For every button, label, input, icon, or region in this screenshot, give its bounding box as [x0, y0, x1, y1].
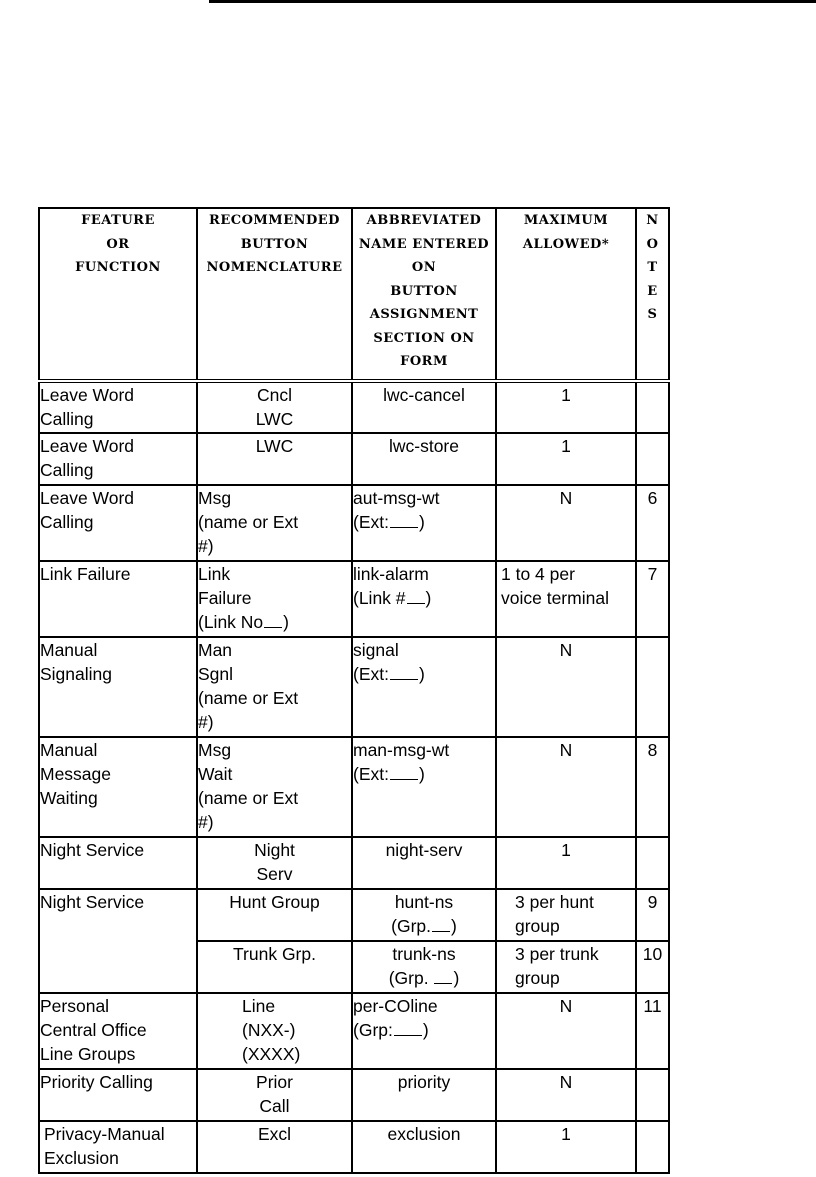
button-cell: Msg (name or Ext #): [197, 485, 352, 561]
note-cell: [636, 433, 669, 485]
fill-in-blank: [390, 765, 418, 780]
note-cell: 7: [636, 561, 669, 637]
max-cell: N: [496, 737, 636, 837]
table-row: [39, 1121, 669, 1173]
fill-in-blank: [434, 969, 452, 984]
table-row: [39, 837, 669, 889]
name-cell: signal (Ext: ): [352, 637, 496, 737]
header-abbreviated-name: ABBREVIATED NAME ENTERED ON BUTTON ASSIGNMENT SECTION ON FORM: [352, 208, 496, 381]
fill-in-blank: [394, 1021, 422, 1036]
name-cell: lwc-store: [352, 433, 496, 485]
feature-cell: Night Service: [39, 889, 197, 993]
name-cell: man-msg-wt (Ext: ): [352, 737, 496, 837]
max-cell: N: [496, 993, 636, 1069]
name-cell: per-COline (Grp: ): [352, 993, 496, 1069]
feature-cell: Leave Word Calling: [39, 433, 197, 485]
table-row: [39, 637, 669, 737]
fill-in-blank: [407, 589, 425, 604]
top-rule: [209, 0, 816, 3]
max-cell: 1: [496, 433, 636, 485]
feature-cell: Manual Message Waiting: [39, 737, 197, 837]
note-cell: [636, 1121, 669, 1173]
max-cell: 1 to 4 per voice terminal: [496, 561, 636, 637]
header-row: [39, 208, 669, 381]
feature-cell: Leave Word Calling: [39, 485, 197, 561]
table-row: [39, 993, 669, 1069]
name-cell: priority: [352, 1069, 496, 1121]
note-cell: 11: [636, 993, 669, 1069]
name-cell: night-serv: [352, 837, 496, 889]
feature-cell: Privacy-Manual Exclusion: [39, 1121, 197, 1173]
button-cell: Cncl LWC: [197, 381, 352, 433]
note-cell: 6: [636, 485, 669, 561]
header-notes: N O T E S: [636, 208, 669, 381]
header-maximum: MAXIMUM ALLOWED*: [496, 208, 636, 381]
name-cell: link-alarm (Link # ): [352, 561, 496, 637]
max-cell: 1: [496, 381, 636, 433]
button-cell: Line (NXX-) (XXXX): [197, 993, 352, 1069]
button-cell: Excl: [197, 1121, 352, 1173]
feature-cell: Link Failure: [39, 561, 197, 637]
fill-in-blank: [264, 613, 282, 628]
fill-in-blank: [390, 513, 418, 528]
max-cell: N: [496, 1069, 636, 1121]
fill-in-blank: [390, 665, 418, 680]
header-button: RECOMMENDED BUTTON NOMENCLATURE: [197, 208, 352, 381]
name-cell: hunt-ns (Grp. ): [352, 889, 496, 941]
table-row: [39, 485, 669, 561]
max-cell: 1: [496, 837, 636, 889]
feature-cell: Personal Central Office Line Groups: [39, 993, 197, 1069]
note-cell: 9: [636, 889, 669, 941]
table-row: [39, 561, 669, 637]
note-cell: [636, 381, 669, 433]
button-cell: Msg Wait (name or Ext #): [197, 737, 352, 837]
name-cell: lwc-cancel: [352, 381, 496, 433]
note-cell: 10: [636, 941, 669, 993]
name-cell: aut-msg-wt (Ext: ): [352, 485, 496, 561]
button-cell: Hunt Group: [197, 889, 352, 941]
max-cell: 3 per trunk group: [496, 941, 636, 993]
button-assignment-table: [38, 207, 670, 1174]
table-row: [39, 1069, 669, 1121]
max-cell: 1: [496, 1121, 636, 1173]
button-cell: Link Failure (Link No ): [197, 561, 352, 637]
button-cell: Prior Call: [197, 1069, 352, 1121]
max-cell: N: [496, 485, 636, 561]
feature-cell: Leave Word Calling: [39, 381, 197, 433]
name-cell: trunk-ns (Grp. ): [352, 941, 496, 993]
feature-cell: Night Service: [39, 837, 197, 889]
button-cell: Man Sgnl (name or Ext #): [197, 637, 352, 737]
button-cell: Night Serv: [197, 837, 352, 889]
note-cell: [636, 637, 669, 737]
feature-cell: Priority Calling: [39, 1069, 197, 1121]
button-cell: Trunk Grp.: [197, 941, 352, 993]
note-cell: 8: [636, 737, 669, 837]
max-cell: N: [496, 637, 636, 737]
table-row: [39, 889, 669, 941]
max-cell: 3 per hunt group: [496, 889, 636, 941]
header-feature: FEATURE OR FUNCTION: [39, 208, 197, 381]
table-row: [39, 737, 669, 837]
fill-in-blank: [432, 917, 450, 932]
button-cell: LWC: [197, 433, 352, 485]
table-row: [39, 433, 669, 485]
feature-cell: Manual Signaling: [39, 637, 197, 737]
name-cell: exclusion: [352, 1121, 496, 1173]
note-cell: [636, 1069, 669, 1121]
note-cell: [636, 837, 669, 889]
table-row: [39, 381, 669, 433]
